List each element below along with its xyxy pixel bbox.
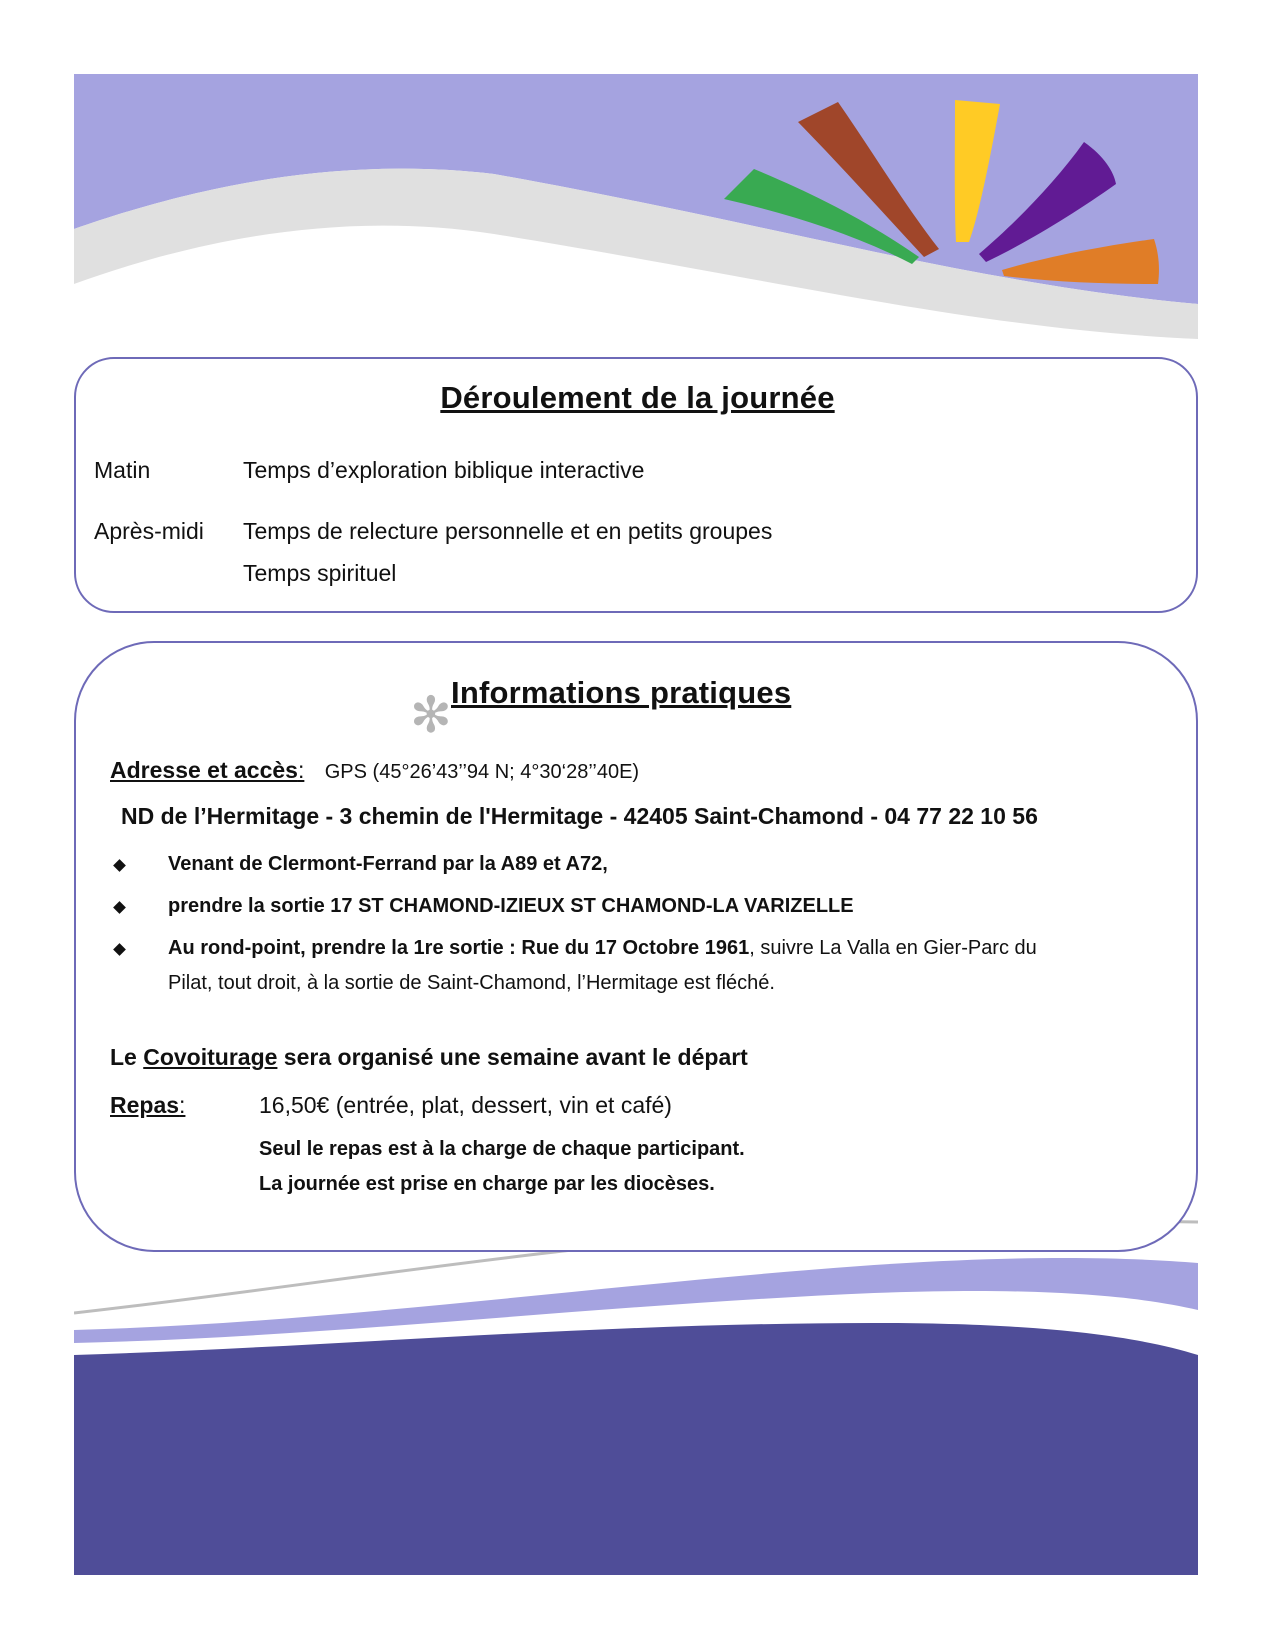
- address-row: [110, 757, 639, 784]
- direction-item-bold: Au rond-point, prendre la 1re sortie : Rue du 17 Octobre 1961: [168, 937, 750, 959]
- direction-item: prendre la sortie 17 ST CHAMOND-IZIEUX ST CHAMOND-LA VARIZELLE: [168, 895, 854, 917]
- address-colon: :: [297, 757, 305, 783]
- direction-item-continued: Pilat, tout droit, à la sortie de Saint-Chamond, l’Hermitage est fléché.: [168, 972, 775, 994]
- carpool-prefix: Le: [110, 1044, 144, 1070]
- asterisk-icon: ✻: [410, 686, 452, 744]
- schedule-activity: Temps de relecture personnelle et en petits groupes: [243, 518, 773, 544]
- direction-item: [168, 937, 1037, 960]
- address-label: Adresse et accès: [110, 757, 298, 783]
- schedule-activity: Temps spirituel: [243, 560, 397, 586]
- schedule-title: Déroulement de la journée: [440, 380, 835, 415]
- schedule-time-morning: Matin: [94, 457, 151, 483]
- meal-note: La journée est prise en charge par les diocèses.: [259, 1173, 715, 1195]
- info-title: Informations pratiques: [451, 675, 792, 710]
- meal-label: Repas: [110, 1092, 180, 1118]
- schedule-time-afternoon: Après-midi: [94, 518, 204, 544]
- address-line: ND de l’Hermitage - 3 chemin de l'Hermitage - 42405 Saint-Chamond - 04 77 22 10 56: [121, 803, 1038, 829]
- gps-coordinates: GPS (45°26’43’’94 N; 4°30‘28’’40E): [324, 761, 640, 783]
- meal-label-row: [110, 1092, 197, 1119]
- schedule-activity: Temps d’exploration biblique interactive: [243, 457, 645, 483]
- meal-colon: :: [179, 1092, 186, 1118]
- meal-price: 16,50€ (entrée, plat, dessert, vin et café): [259, 1092, 672, 1118]
- direction-item: Venant de Clermont-Ferrand par la A89 et A72,: [168, 853, 608, 875]
- header-banner: [74, 74, 1198, 339]
- footer-banner: [74, 1205, 1198, 1575]
- carpool-word: Covoiturage: [143, 1044, 278, 1070]
- carpool-line: [110, 1044, 748, 1071]
- direction-item-text: , suivre La Valla en Gier-Parc du: [749, 937, 1037, 959]
- meal-note: Seul le repas est à la charge de chaque participant.: [259, 1138, 745, 1160]
- carpool-suffix: sera organisé une semaine avant le départ: [277, 1044, 748, 1070]
